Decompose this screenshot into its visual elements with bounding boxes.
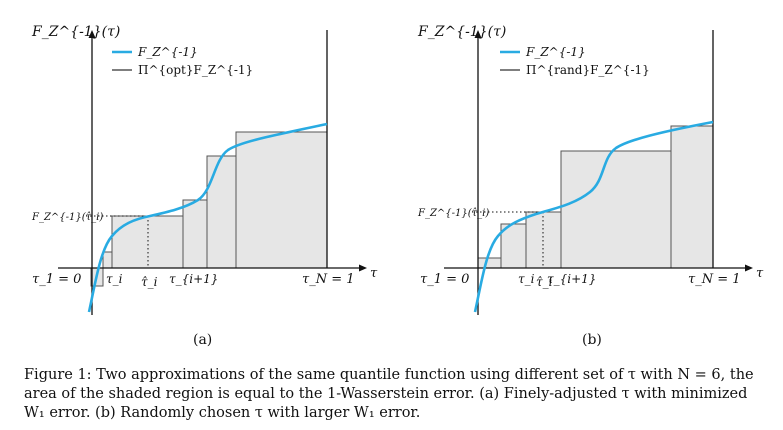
panel-a-x-tauN: τ_N = 1 bbox=[302, 272, 355, 287]
panel-b-x-axis-label: τ bbox=[756, 266, 764, 281]
panel-a-step-function bbox=[91, 132, 327, 286]
panel-b-x-tau1: τ_1 = 0 bbox=[420, 272, 470, 287]
panel-a-x-tau1: τ_1 = 0 bbox=[32, 272, 82, 287]
panel-b-step-function bbox=[478, 126, 713, 268]
panel-a-x-tau-i1: τ_{i+1} bbox=[169, 272, 219, 286]
panel-a-legend-curve-label: F_Z^{-1} bbox=[138, 45, 198, 59]
panel-b-x-arrow-icon bbox=[745, 265, 753, 272]
panel-b-y-marker-label: F_Z^{-1}(τ̂_i) bbox=[418, 208, 490, 219]
panel-b bbox=[417, 24, 764, 315]
panel-a-legend-step-label: Π^{opt}F_Z^{-1} bbox=[138, 63, 254, 77]
panel-a-sub-label: (a) bbox=[193, 332, 213, 348]
caption-line-3: W₁ error. (b) Randomly chosen τ with larger W₁ error. bbox=[24, 405, 421, 421]
panel-a-x-axis-label: τ bbox=[370, 266, 378, 281]
panel-a-step-6 bbox=[236, 132, 327, 268]
panel-b-x-tau-i: τ_i bbox=[518, 272, 535, 286]
caption-line-1: Figure 1: Two approximations of the same quantile function using different set of τ with N = 6, the bbox=[24, 367, 754, 383]
panel-a-step-5 bbox=[207, 156, 236, 268]
panel-a-x-tau-i: τ_i bbox=[106, 272, 123, 286]
panel-b-x-tau-i1: τ_{i+1} bbox=[547, 272, 597, 286]
panel-a-step-4 bbox=[183, 200, 207, 268]
panel-b-sub-label: (b) bbox=[582, 332, 602, 348]
panel-b-step-5 bbox=[671, 126, 713, 268]
panel-a-y-axis-label: F_Z^{-1}(τ) bbox=[32, 24, 121, 40]
panel-b-x-tau-hat: τ̂_i bbox=[536, 275, 553, 289]
panel-b-legend-step-label: Π^{rand}F_Z^{-1} bbox=[526, 63, 650, 77]
panel-b-legend-curve-label: F_Z^{-1} bbox=[526, 45, 586, 59]
panel-a-x-arrow-icon bbox=[359, 265, 367, 272]
panel-b-step-4 bbox=[561, 151, 671, 268]
panel-a bbox=[31, 24, 378, 315]
panel-b-step-1 bbox=[478, 258, 501, 268]
panel-a-step-2 bbox=[103, 252, 112, 268]
figure-caption bbox=[24, 366, 776, 423]
caption-line-2: area of the shaded region is equal to the 1-Wasserstein error. (a) Finely-adjusted τ with minimized bbox=[24, 386, 748, 402]
panel-b-y-axis-label: F_Z^{-1}(τ) bbox=[418, 24, 507, 40]
panel-b-x-tauN: τ_N = 1 bbox=[688, 272, 741, 287]
panel-a-x-tau-hat: τ̂_i bbox=[141, 275, 158, 289]
panel-a-y-marker-label: F_Z^{-1}(τ̂_i) bbox=[32, 212, 104, 223]
